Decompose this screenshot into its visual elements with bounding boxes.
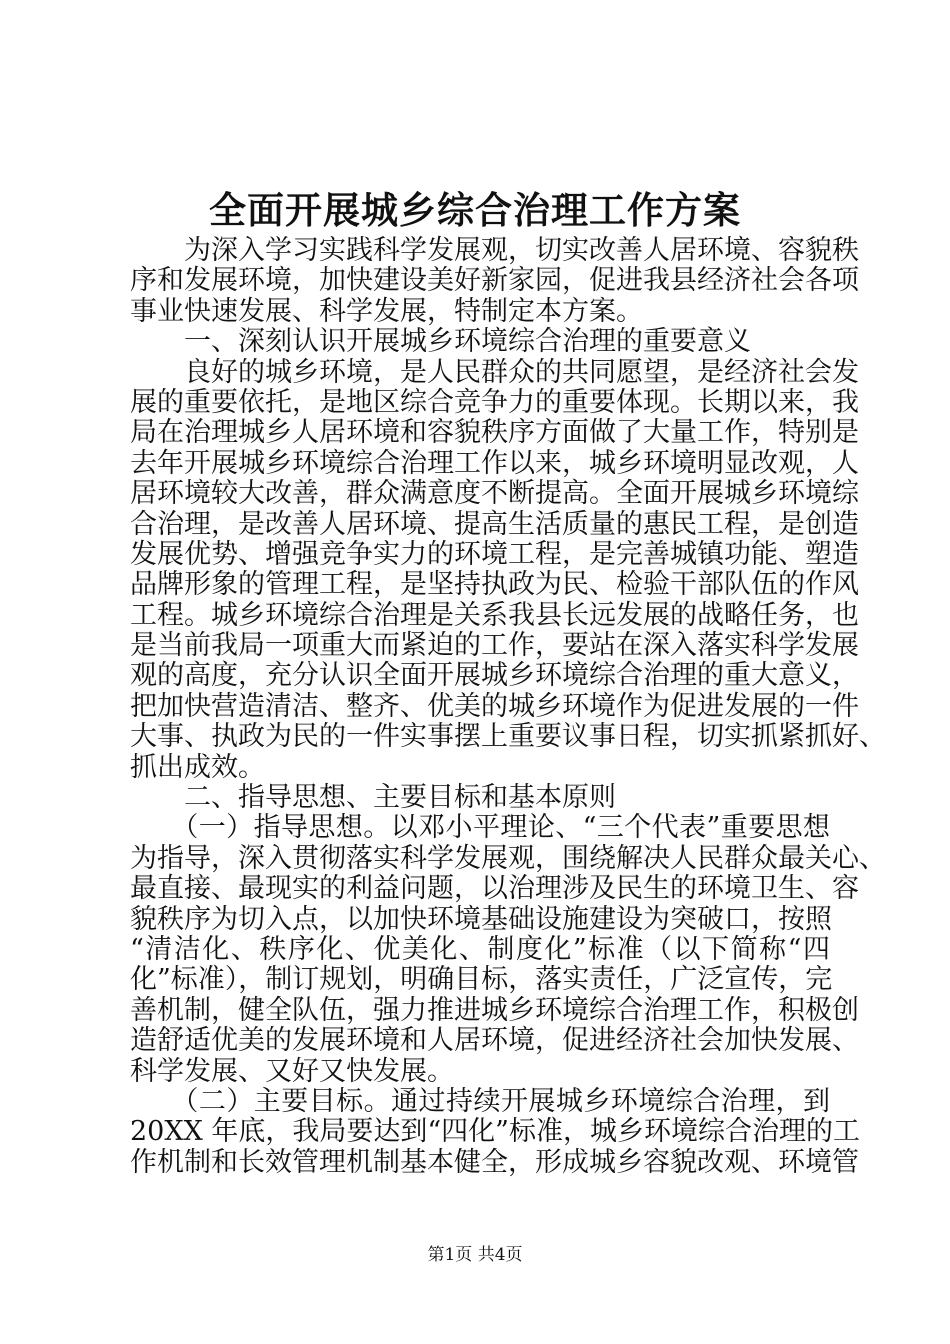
text-line: 化”标准），制订规划，明确目标，落实责任，广泛宣传，完 bbox=[130, 964, 833, 996]
text-line: 是当前我局一项重大而紧迫的工作，要站在深入落实科学发展 bbox=[130, 630, 859, 662]
text-line: 发展优势、增强竞争实力的环境工程，是完善城镇功能、塑造 bbox=[130, 538, 859, 570]
text-line: 抓出成效。 bbox=[130, 751, 265, 783]
text-line: 把加快营造清洁、整齐、优美的城乡环境作为促进发展的一件 bbox=[130, 690, 859, 722]
text-line: 善机制，健全队伍，强力推进城乡环境综合治理工作，积极创 bbox=[130, 994, 859, 1026]
text-line: “清洁化、秩序化、优美化、制度化”标准（以下简称“四 bbox=[130, 933, 830, 965]
text-line: 20XX 年底，我局要达到“四化”标准，城乡环境综合治理的工 bbox=[130, 1116, 860, 1148]
text-line: （一）指导思想。以邓小平理论、“三个代表”重要思想 bbox=[130, 812, 830, 844]
text-line: 二、指导思想、主要目标和基本原则 bbox=[130, 782, 616, 814]
text-line: 居环境较大改善，群众满意度不断提高。全面开展城乡环境综 bbox=[130, 478, 859, 510]
document-body bbox=[130, 235, 886, 1178]
text-line: 大事、执政为民的一件实事摆上重要议事日程，切实抓紧抓好、 bbox=[130, 721, 886, 753]
text-line: （二）主要目标。通过持续开展城乡环境综合治理，到 bbox=[130, 1085, 830, 1117]
text-line: 合治理，是改善人居环境、提高生活质量的惠民工程，是创造 bbox=[130, 508, 859, 540]
document-title: 全面开展城乡综合治理工作方案 bbox=[209, 188, 741, 232]
text-line: 为深入学习实践科学发展观，切实改善人居环境、容貌秩 bbox=[130, 235, 859, 266]
text-line: 去年开展城乡环境综合治理工作以来，城乡环境明显改观，人 bbox=[130, 447, 859, 479]
text-line: 为指导，深入贯彻落实科学发展观，围绕解决人民群众最关心、 bbox=[130, 842, 886, 874]
text-line: 工程。城乡环境综合治理是关系我县长远发展的战略任务，也 bbox=[130, 599, 859, 631]
text-line: 造舒适优美的发展环境和人居环境，促进经济社会加快发展、 bbox=[130, 1025, 859, 1057]
page-footer: 第1页 共4页 bbox=[427, 1245, 523, 1265]
text-line: 展的重要依托，是地区综合竞争力的重要体现。长期以来，我 bbox=[130, 386, 859, 418]
text-line: 最直接、最现实的利益问题，以治理涉及民生的环境卫生、容 bbox=[130, 873, 859, 905]
text-line: 品牌形象的管理工程，是坚持执政为民、检验干部队伍的作风 bbox=[130, 569, 859, 601]
text-line: 良好的城乡环境，是人民群众的共同愿望，是经济社会发 bbox=[130, 356, 859, 388]
text-line: 观的高度，充分认识全面开展城乡环境综合治理的重大意义， bbox=[130, 660, 859, 692]
text-line: 序和发展环境，加快建设美好新家园，促进我县经济社会各项 bbox=[130, 265, 859, 297]
text-line: 一、深刻认识开展城乡环境综合治理的重要意义 bbox=[130, 326, 751, 358]
text-line: 貌秩序为切入点，以加快环境基础设施建设为突破口，按照 bbox=[130, 903, 832, 935]
text-line: 科学发展、又好又快发展。 bbox=[130, 1055, 454, 1087]
text-line: 作机制和长效管理机制基本健全，形成城乡容貌改观、环境管 bbox=[130, 1146, 859, 1178]
text-line: 事业快速发展、科学发展，特制定本方案。 bbox=[130, 295, 643, 327]
text-line: 局在治理城乡人居环境和容貌秩序方面做了大量工作，特别是 bbox=[130, 417, 859, 449]
